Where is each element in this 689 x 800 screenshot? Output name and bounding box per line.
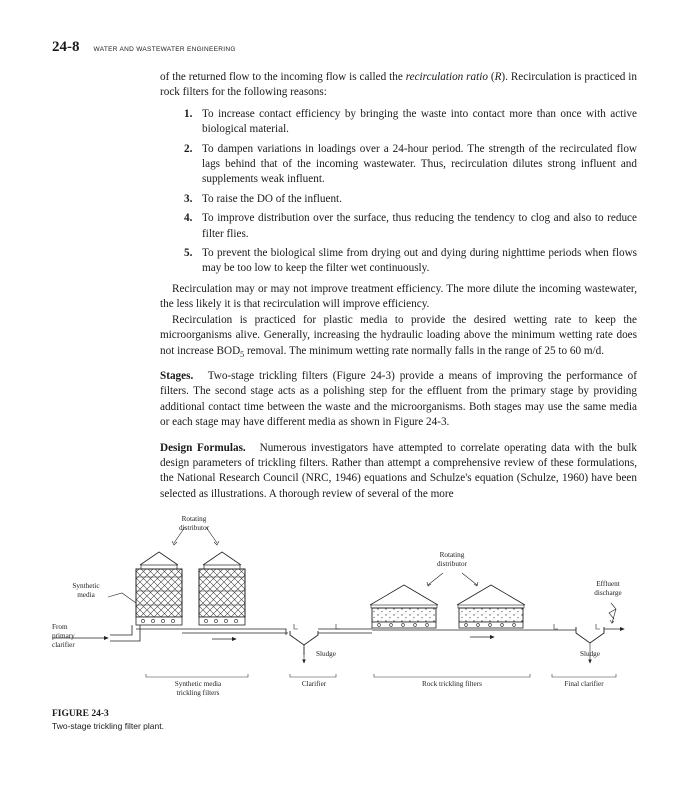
trickling-filter-diagram xyxy=(0,505,689,705)
effluent-discharge-label: Effluent discharge xyxy=(594,580,622,597)
reasons-list xyxy=(160,107,637,277)
list-item: 3. To raise the DO of the influent. xyxy=(184,192,342,205)
figure-caption xyxy=(52,708,164,732)
sludge-label-2: Sludge xyxy=(580,650,600,658)
intro-paragraph: of the returned flow to the incoming flow is called the recirculation ratio (R). Recirculation is practiced in rock filters for the following reasons: xyxy=(160,71,637,99)
plastic-media-paragraph: Recirculation is practiced for plastic media to provide the desired wetting rate to keep the microorganisms alive. Generally, increasing the hydraulic loading above the minimum wetting rate does not increase $BOD_5$ removal. The minimum wetting rate normally falls in the range of 25 to 60 m/d. xyxy=(160,313,637,359)
synthetic-media-label: Synthetic media xyxy=(72,582,100,599)
rotating-distributor-label-2: Rotating distributor xyxy=(437,551,467,568)
list-item: 4. To improve distribution over the surface, thus reducing the tendency to clog and also to reduce filter flies. xyxy=(184,212,637,240)
bracket-clarifier xyxy=(290,674,336,677)
final-clarifier-label: Final clarifier xyxy=(564,680,604,688)
synthetic-filters-label: Synthetic media trickling filters xyxy=(174,680,222,697)
synthetic-filter-tower-2 xyxy=(199,552,245,625)
list-item: 2. To dampen variations in loadings over a 24-hour period. The strength of the recirculated flow lags behind that of the incoming wastewater. Thus, recirculation dilutes strong influent and supplements weak influent. xyxy=(184,142,637,186)
body-text xyxy=(160,70,637,502)
list-item: 5. To prevent the biological slime from drying out and dying during nighttime periods when flows may be too low to keep the filter wet continuously. xyxy=(184,247,637,275)
figure-number: FIGURE 24-3 xyxy=(52,709,109,719)
bracket-final xyxy=(552,674,616,677)
dilution-paragraph: Recirculation may or may not improve treatment efficiency. The more dilute the incoming wastewater, the less likely it is that recirculation will improve efficiency. xyxy=(160,282,637,311)
sludge-label-1: Sludge xyxy=(316,650,336,658)
recirculation-ratio-term: recirculation ratio xyxy=(405,71,488,83)
rock-filters-label: Rock trickling filters xyxy=(422,680,482,688)
design-formulas-heading: Design Formulas. xyxy=(160,441,246,454)
bracket-rock xyxy=(374,674,530,677)
bracket-synthetic xyxy=(146,674,248,677)
figure-caption-text: Two-stage trickling filter plant. xyxy=(52,721,164,731)
synthetic-filter-tower-1 xyxy=(136,552,182,625)
book-title: WATER AND WASTEWATER ENGINEERING xyxy=(93,46,236,53)
rock-filter-1 xyxy=(370,585,438,628)
page-number: 24-8 xyxy=(52,39,80,55)
rotating-distributor-label-1: Rotating distributor xyxy=(179,515,209,532)
figure-24-3 xyxy=(0,505,689,705)
design-formulas-section: Design Formulas. Numerous investigators have attempted to correlate operating data with the bulk design parameters of trickling filters. Rather than attempt a comprehensive review of these formulations, the National Research Council (NRC, 1946) equations and Schulze's equation (Schulze, 1960) have been selected as illustrations. A thorough review of several of the more xyxy=(160,441,637,500)
running-head xyxy=(52,38,236,56)
rock-filter-2 xyxy=(457,585,525,628)
clarifier-label: Clarifier xyxy=(301,680,327,688)
stages-section: Stages. Two-stage trickling filters (Figure 24-3) provide a means of improving the performance of filters. The second stage acts as a polishing step for the effluent from the primary stage by providing additional contact time between the waste and the microorganisms. Both stages may use the same media or each stage may have different media as shown in Figure 24-3. xyxy=(160,369,637,429)
from-primary-clarifier-label: From primary clarifier xyxy=(52,623,75,649)
list-item: 1. To increase contact efficiency by bringing the waste into contact more than once with active biological material. xyxy=(184,107,637,136)
stages-heading: Stages. xyxy=(160,369,194,382)
